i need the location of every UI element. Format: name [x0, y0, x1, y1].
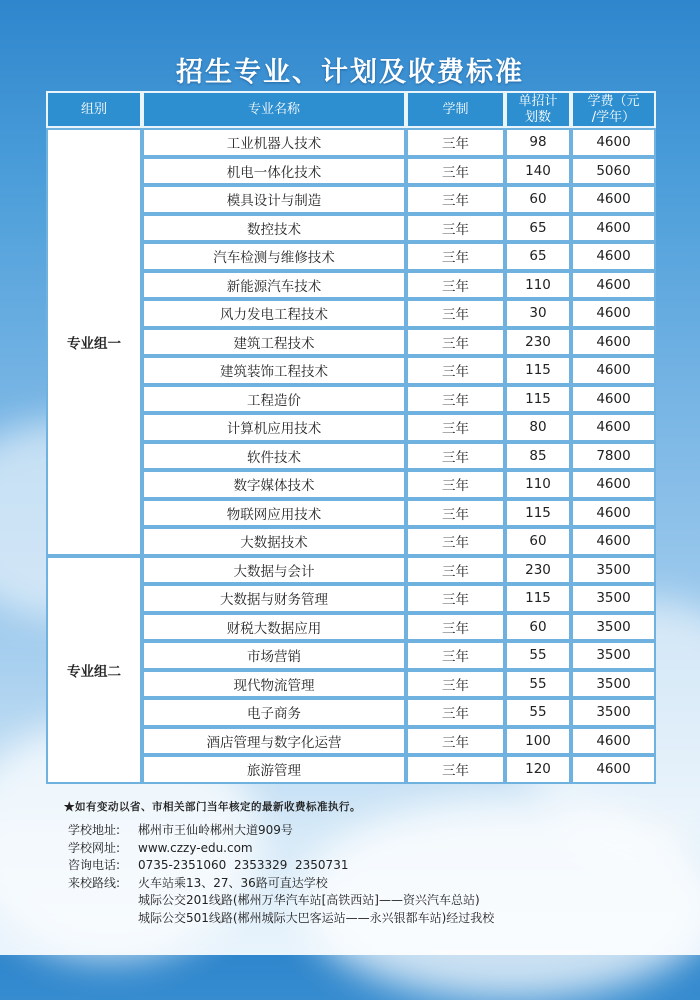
route-line-2: 城际公交201线路(郴州万华汽车站[高铁西站]——资兴汽车总站): [138, 893, 480, 908]
fee-cell: 4600: [571, 527, 656, 556]
plan-cell: 60: [505, 527, 571, 556]
table-row: [46, 128, 656, 157]
duration-cell: 三年: [406, 584, 505, 613]
plan-cell: 115: [505, 385, 571, 414]
duration-cell: 三年: [406, 527, 505, 556]
duration-cell: 三年: [406, 727, 505, 756]
website-link[interactable]: www.czzy-edu.com: [138, 840, 253, 855]
fee-cell: 7800: [571, 442, 656, 471]
fee-cell: 3500: [571, 698, 656, 727]
fee-cell: 4600: [571, 413, 656, 442]
route-label: 来校路线:: [68, 875, 121, 890]
plan-cell: 110: [505, 271, 571, 300]
major-cell: 工业机器人技术: [142, 128, 406, 157]
duration-cell: 三年: [406, 641, 505, 670]
major-cell: 旅游管理: [142, 755, 406, 784]
header-fee-line1: 学费（元: [587, 93, 640, 109]
major-cell: 软件技术: [142, 442, 406, 471]
major-cell: 新能源汽车技术: [142, 271, 406, 300]
duration-cell: 三年: [406, 157, 505, 186]
phone-value: 0735-2351060 2353329 2350731: [138, 858, 349, 873]
plan-cell: 65: [505, 214, 571, 243]
duration-cell: 三年: [406, 299, 505, 328]
major-cell: 计算机应用技术: [142, 413, 406, 442]
fee-cell: 5060: [571, 157, 656, 186]
major-cell: 酒店管理与数字化运营: [142, 727, 406, 756]
plan-cell: 115: [505, 499, 571, 528]
plan-cell: 55: [505, 698, 571, 727]
duration-cell: 三年: [406, 271, 505, 300]
plan-cell: 85: [505, 442, 571, 471]
plan-cell: 60: [505, 613, 571, 642]
major-cell: 数控技术: [142, 214, 406, 243]
fee-cell: 4600: [571, 185, 656, 214]
header-plan: [505, 91, 571, 128]
website-label: 学校网址:: [68, 840, 121, 855]
route-row-2: [68, 892, 494, 910]
website-row: [68, 840, 494, 858]
fee-cell: 4600: [571, 470, 656, 499]
header-plan-line2: 划数: [524, 109, 551, 125]
contact-info: [68, 822, 494, 928]
fee-cell: 4600: [571, 214, 656, 243]
major-cell: 建筑装饰工程技术: [142, 356, 406, 385]
plan-cell: 60: [505, 185, 571, 214]
plan-cell: 115: [505, 584, 571, 613]
enrollment-table: [46, 91, 656, 784]
group-cell: 专业组二: [46, 556, 142, 784]
major-cell: 物联网应用技术: [142, 499, 406, 528]
header-major: 专业名称: [142, 91, 406, 128]
route-row: [68, 875, 494, 893]
major-cell: 建筑工程技术: [142, 328, 406, 357]
route-line-3: 城际公交501线路(郴州城际大巴客运站——永兴银都车站)经过我校: [138, 910, 495, 925]
plan-cell: 65: [505, 242, 571, 271]
duration-cell: 三年: [406, 613, 505, 642]
header-duration: 学制: [406, 91, 505, 128]
plan-cell: 110: [505, 470, 571, 499]
address-value: 郴州市王仙岭郴州大道909号: [138, 823, 293, 837]
major-cell: 财税大数据应用: [142, 613, 406, 642]
header-fee-line2: /学年）: [591, 109, 636, 125]
fee-cell: 4600: [571, 242, 656, 271]
plan-cell: 230: [505, 556, 571, 585]
major-cell: 模具设计与制造: [142, 185, 406, 214]
fee-cell: 4600: [571, 499, 656, 528]
duration-cell: 三年: [406, 698, 505, 727]
route-line-1: 火车站乘13、27、36路可直达学校: [138, 875, 328, 890]
duration-cell: 三年: [406, 214, 505, 243]
header-group: 组别: [46, 91, 142, 128]
major-cell: 大数据与财务管理: [142, 584, 406, 613]
major-cell: 大数据技术: [142, 527, 406, 556]
page-title: 招生专业、计划及收费标准: [176, 57, 524, 88]
duration-cell: 三年: [406, 356, 505, 385]
major-cell: 大数据与会计: [142, 556, 406, 585]
header-plan-line1: 单招计: [518, 93, 558, 109]
duration-cell: 三年: [406, 242, 505, 271]
major-cell: 数字媒体技术: [142, 470, 406, 499]
plan-cell: 55: [505, 641, 571, 670]
plan-cell: 55: [505, 670, 571, 699]
address-row: [68, 822, 494, 840]
major-cell: 机电一体化技术: [142, 157, 406, 186]
duration-cell: 三年: [406, 556, 505, 585]
route-row-3: [68, 910, 494, 928]
duration-cell: 三年: [406, 185, 505, 214]
table-body: [46, 128, 656, 784]
fee-note: ★如有变动以省、市相关部门当年核定的最新收费标准执行。: [64, 801, 361, 813]
duration-cell: 三年: [406, 499, 505, 528]
fee-cell: 3500: [571, 556, 656, 585]
duration-cell: 三年: [406, 128, 505, 157]
plan-cell: 100: [505, 727, 571, 756]
phone-label: 咨询电话:: [68, 858, 121, 873]
plan-cell: 80: [505, 413, 571, 442]
plan-cell: 140: [505, 157, 571, 186]
fee-cell: 4600: [571, 755, 656, 784]
fee-cell: 4600: [571, 385, 656, 414]
plan-cell: 115: [505, 356, 571, 385]
fee-cell: 4600: [571, 356, 656, 385]
major-cell: 工程造价: [142, 385, 406, 414]
major-cell: 现代物流管理: [142, 670, 406, 699]
fee-cell: 3500: [571, 584, 656, 613]
duration-cell: 三年: [406, 670, 505, 699]
duration-cell: 三年: [406, 442, 505, 471]
major-cell: 市场营销: [142, 641, 406, 670]
fee-cell: 4600: [571, 271, 656, 300]
phone-row: [68, 857, 494, 875]
fee-cell: 4600: [571, 328, 656, 357]
group-cell: 专业组一: [46, 128, 142, 556]
fee-cell: 4600: [571, 128, 656, 157]
duration-cell: 三年: [406, 328, 505, 357]
fee-cell: 4600: [571, 727, 656, 756]
major-cell: 风力发电工程技术: [142, 299, 406, 328]
duration-cell: 三年: [406, 470, 505, 499]
duration-cell: 三年: [406, 755, 505, 784]
fee-cell: 3500: [571, 670, 656, 699]
plan-cell: 120: [505, 755, 571, 784]
duration-cell: 三年: [406, 413, 505, 442]
plan-cell: 230: [505, 328, 571, 357]
plan-cell: 98: [505, 128, 571, 157]
fee-cell: 3500: [571, 613, 656, 642]
fee-cell: 3500: [571, 641, 656, 670]
table-row: [46, 556, 656, 585]
fee-cell: 4600: [571, 299, 656, 328]
header-fee: [571, 91, 656, 128]
major-cell: 电子商务: [142, 698, 406, 727]
major-cell: 汽车检测与维修技术: [142, 242, 406, 271]
plan-cell: 30: [505, 299, 571, 328]
table-header-row: [46, 91, 656, 128]
duration-cell: 三年: [406, 385, 505, 414]
address-label: 学校地址:: [68, 823, 121, 837]
